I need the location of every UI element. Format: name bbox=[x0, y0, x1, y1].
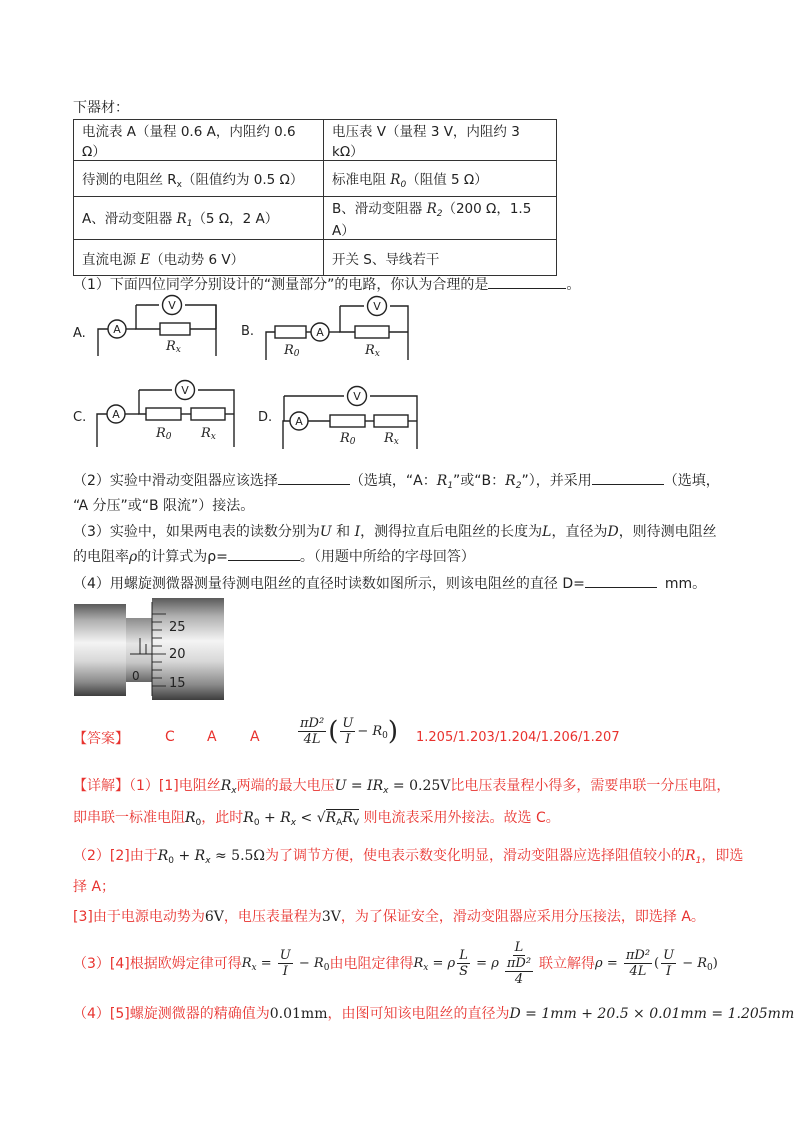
detail-formula: + R bbox=[259, 810, 291, 826]
detail-var: R bbox=[185, 810, 196, 826]
voltmeter-label: V bbox=[373, 300, 381, 313]
q2-sub: 1 bbox=[447, 481, 454, 491]
ammeter-label: A bbox=[295, 415, 303, 428]
detail-formula: R bbox=[325, 810, 337, 826]
detail-formula: + R bbox=[174, 848, 206, 864]
detail-label: 【详解】 bbox=[73, 778, 129, 794]
q2-var: R bbox=[505, 473, 516, 489]
q3-text: 和 bbox=[331, 524, 355, 540]
answer-2: A bbox=[207, 729, 217, 745]
cell-text: 待测的电阻丝 R bbox=[82, 171, 177, 188]
formula-num: πD² bbox=[625, 947, 651, 963]
detail-sub: 0 bbox=[707, 962, 713, 973]
intro-text: 下器材： bbox=[73, 100, 129, 116]
detail-formula: R bbox=[243, 810, 254, 826]
q2-var: R bbox=[436, 473, 448, 489]
table-row bbox=[74, 197, 557, 240]
q2-text: ”），并采用 bbox=[521, 473, 592, 489]
thimble-label-15: 15 bbox=[169, 676, 186, 691]
cell-var: E bbox=[140, 251, 151, 268]
detail-formula: 0.01mm bbox=[269, 1006, 328, 1022]
materials-table bbox=[73, 119, 557, 276]
question-2 bbox=[73, 470, 720, 491]
formula-resistivity bbox=[595, 948, 718, 979]
ammeter-label: A bbox=[112, 408, 120, 421]
answer-1: C bbox=[165, 729, 175, 745]
cell-text: B、滑动变阻器 bbox=[332, 201, 427, 217]
answer-blank-4[interactable] bbox=[228, 546, 300, 561]
formula-den: 4L bbox=[629, 963, 647, 979]
detail-text: （1）[1]电阻丝 bbox=[129, 778, 221, 794]
formula-num: U bbox=[663, 947, 675, 963]
formula-num: L bbox=[514, 939, 524, 955]
cell-sub: 2 bbox=[436, 209, 443, 219]
r0-label: R0 bbox=[284, 343, 300, 359]
detail-text: （2）[2]由于 bbox=[73, 848, 158, 864]
detail-sub: x bbox=[383, 786, 389, 796]
table-cell bbox=[74, 240, 324, 276]
q4-text: mm。 bbox=[664, 576, 707, 592]
detail-text: 由电阻定律得 bbox=[329, 956, 414, 972]
q3-text: （3）实验中，如果两电表的读数分别为 bbox=[73, 524, 320, 540]
detail-formula: = 0.25V bbox=[388, 778, 451, 794]
r0-label: R0 bbox=[156, 426, 172, 442]
question-3 bbox=[73, 521, 717, 541]
question-3-line2 bbox=[73, 546, 475, 566]
detail-formula: = bbox=[256, 955, 276, 971]
ammeter-label: A bbox=[113, 323, 121, 336]
formula-num: U bbox=[342, 716, 354, 731]
detail-formula: 6V bbox=[204, 909, 224, 925]
formula-sub: 0 bbox=[382, 731, 388, 741]
table-row bbox=[74, 161, 557, 197]
formula-num: U bbox=[279, 947, 291, 963]
cell-sub: 1 bbox=[186, 219, 193, 229]
detail-text: ，电压表量程为 bbox=[223, 909, 322, 925]
cell-var: R bbox=[426, 201, 437, 217]
formula-den: S bbox=[459, 963, 469, 979]
detail-sub: x bbox=[231, 786, 237, 796]
detail-text: 联立解得 bbox=[539, 956, 596, 972]
q1-end: 。 bbox=[566, 277, 581, 293]
question-2-line2: “A 分压”或“B 限流”）接法。 bbox=[73, 498, 255, 514]
detail-formula: 3V bbox=[321, 909, 341, 925]
q3-text: 的电阻率 bbox=[73, 549, 129, 565]
ammeter-label: A bbox=[316, 326, 324, 339]
formula-den: 4L bbox=[303, 732, 321, 747]
q3-text: ，则待测电阻丝 bbox=[618, 524, 717, 540]
detail-text: 为了调节方便，使电表示数变化明显，滑动变阻器应选择阻值较小的 bbox=[265, 848, 686, 864]
table-cell bbox=[324, 197, 557, 240]
voltmeter-label: V bbox=[353, 390, 361, 403]
formula-den: 4 bbox=[514, 971, 524, 987]
detail-text: 两端的最大电压 bbox=[236, 778, 335, 794]
cell-sub: 0 bbox=[400, 179, 407, 190]
detail-p1-line2 bbox=[73, 807, 560, 828]
answer-4-formula bbox=[296, 716, 398, 747]
detail-formula: D = 1mm + 20.5 × 0.01mm = 1.205mm bbox=[509, 1006, 795, 1022]
detail-formula: − R bbox=[294, 955, 324, 971]
detail-text: 比电压表量程小得多，需要串联一分压电阻， bbox=[450, 778, 731, 794]
table-cell bbox=[74, 197, 324, 240]
cell-text: （阻值 5 Ω） bbox=[406, 171, 488, 188]
detail-text: ，此时 bbox=[201, 810, 244, 826]
rx-label: Rx bbox=[201, 426, 216, 442]
detail-text: （3）[4]根据欧姆定律可得 bbox=[73, 956, 242, 972]
cell-var: R bbox=[176, 211, 187, 227]
cell-text: （阻值约为 0.5 Ω） bbox=[182, 171, 304, 188]
cell-text: 直流电源 bbox=[82, 251, 141, 268]
detail-formula: ) bbox=[712, 955, 718, 971]
detail-formula: − R bbox=[678, 955, 708, 971]
detail-formula: R bbox=[342, 810, 353, 826]
detail-formula: ≈ 5.5Ω bbox=[210, 848, 266, 864]
q2-sub: 2 bbox=[515, 481, 522, 491]
q2-text: （选填，“A： bbox=[349, 473, 437, 489]
option-b-label: B. bbox=[241, 324, 255, 339]
table-cell bbox=[324, 161, 557, 197]
table-cell bbox=[74, 161, 324, 197]
detail-formula: = ρ bbox=[472, 955, 499, 971]
q3-text: 。（用题中所给的字母回答） bbox=[299, 549, 475, 565]
detail-p4 bbox=[73, 938, 718, 988]
sqrt-body bbox=[326, 809, 359, 826]
q3-text: 的计算式为 bbox=[137, 549, 208, 565]
q3-text: ，测得拉直后电阻丝的长度为 bbox=[360, 524, 543, 540]
detail-text: 则电流表采用外接法。故选 C。 bbox=[363, 810, 560, 826]
detail-sub: A bbox=[336, 818, 343, 828]
detail-p3 bbox=[73, 906, 705, 926]
paren-right: ) bbox=[387, 716, 399, 747]
detail-formula: < √ bbox=[296, 810, 326, 826]
question-1 bbox=[73, 274, 580, 294]
answer-blank-1[interactable] bbox=[488, 274, 566, 289]
q4-text: （4）用螺旋测微器测量待测电阻丝的直径时读数如图所示，则该电阻丝的直径 D= bbox=[73, 576, 585, 592]
detail-sub: V bbox=[352, 818, 360, 828]
detail-sub: x bbox=[251, 962, 257, 973]
detail-p2-line2: 择 A； bbox=[73, 879, 116, 895]
cell-text: （5 Ω，2 A） bbox=[192, 211, 279, 227]
table-cell: 电流表 A（量程 0.6 A，内阻约 0.6 Ω） bbox=[74, 120, 324, 161]
detail-sub: x bbox=[290, 818, 297, 828]
q3-var: L bbox=[542, 524, 552, 540]
detail-text: （4）[5]螺旋测微器的精确值为 bbox=[73, 1006, 270, 1022]
table-row bbox=[74, 120, 557, 161]
table-cell: 开关 S、导线若干 bbox=[324, 240, 557, 276]
option-a-label: A. bbox=[73, 326, 86, 341]
formula-den: I bbox=[282, 963, 288, 979]
detail-p1 bbox=[73, 775, 730, 796]
detail-text: 即串联一标准电阻 bbox=[73, 810, 185, 826]
detail-formula: = ρ bbox=[428, 955, 456, 971]
detail-var: R bbox=[685, 848, 696, 864]
answer-label: 【答案】 bbox=[73, 731, 129, 747]
q3-var: U bbox=[319, 524, 332, 540]
table-cell: 电压表 V（量程 3 V，内阻约 3 kΩ） bbox=[324, 120, 557, 161]
detail-formula: ρ = bbox=[595, 955, 622, 971]
detail-text: ，为了保证安全，滑动变阻器应采用分压接法，即选择 A。 bbox=[340, 909, 705, 925]
sleeve-label-0: 0 bbox=[132, 669, 140, 683]
answer-blank-3[interactable] bbox=[592, 470, 664, 485]
voltmeter-label: V bbox=[168, 299, 176, 312]
thimble-label-20: 20 bbox=[169, 647, 186, 662]
micrometer-figure bbox=[74, 598, 224, 700]
formula-num: πD² bbox=[300, 716, 325, 731]
formula-minus: − R bbox=[357, 724, 383, 739]
option-d-label: D. bbox=[258, 410, 273, 425]
cell-var: R bbox=[390, 171, 401, 188]
detail-formula: ( bbox=[654, 955, 660, 971]
detail-text: [3]由于电源电动势为 bbox=[73, 909, 205, 925]
answer-5: 1.205/1.203/1.204/1.206/1.207 bbox=[416, 730, 620, 745]
q3-var: D bbox=[607, 524, 619, 540]
r0-label: R0 bbox=[340, 431, 356, 447]
q3-var: ρ bbox=[129, 549, 138, 565]
detail-formula: R bbox=[157, 848, 169, 864]
rx-label: Rx bbox=[384, 431, 399, 447]
formula-num: πD² bbox=[506, 955, 532, 971]
cell-sub: x bbox=[176, 179, 182, 190]
q2-text: （2）实验中滑动变阻器应该选择 bbox=[73, 473, 278, 489]
detail-sub: 0 bbox=[195, 818, 202, 828]
formula-den: I bbox=[666, 963, 672, 979]
cell-text: A、滑动变阻器 bbox=[82, 211, 177, 227]
detail-sub: x bbox=[205, 856, 211, 866]
detail-p5 bbox=[73, 1003, 794, 1023]
answer-blank-5[interactable] bbox=[585, 573, 657, 588]
rx-label: Rx bbox=[365, 343, 380, 359]
question-4 bbox=[73, 573, 706, 593]
thimble-label-25: 25 bbox=[169, 620, 186, 635]
detail-formula: R bbox=[413, 955, 424, 971]
detail-sub: 0 bbox=[168, 856, 175, 866]
detail-text: ，由图可知该电阻丝的直径为 bbox=[327, 1006, 510, 1022]
cell-text: （电动势 6 V） bbox=[150, 251, 245, 268]
q1-text: （1）下面四位同学分别设计的“测量部分”的电路，你认为合理的是 bbox=[73, 277, 489, 293]
answer-3: A bbox=[250, 729, 260, 745]
circuit-diagrams bbox=[60, 292, 440, 462]
formula-num: L bbox=[459, 947, 468, 963]
cell-text: 标准电阻 bbox=[332, 171, 391, 188]
detail-p2 bbox=[73, 845, 743, 866]
detail-sub: x bbox=[423, 962, 429, 973]
q2-text: （选填， bbox=[663, 473, 720, 489]
q3-text: ρ= bbox=[207, 549, 228, 565]
q3-var: I bbox=[354, 524, 361, 540]
detail-sub: 0 bbox=[253, 818, 260, 828]
formula-resistance-law bbox=[413, 940, 539, 987]
q2-text: ”或“B： bbox=[453, 473, 506, 489]
detail-formula: R bbox=[241, 955, 252, 971]
formula-ohm bbox=[242, 948, 330, 979]
answer-blank-2[interactable] bbox=[278, 470, 350, 485]
table-row bbox=[74, 240, 557, 276]
detail-sub: 1 bbox=[695, 856, 702, 866]
voltmeter-label: V bbox=[181, 384, 189, 397]
cell-text: （200 Ω，1.5 A） bbox=[332, 201, 532, 239]
formula-den: I bbox=[345, 732, 351, 747]
detail-sub: 0 bbox=[323, 962, 330, 973]
rx-label: Rx bbox=[166, 339, 181, 355]
detail-var: R bbox=[220, 778, 232, 794]
option-c-label: C. bbox=[73, 410, 87, 425]
q3-text: ，直径为 bbox=[551, 524, 608, 540]
detail-formula: U = IR bbox=[334, 778, 384, 794]
detail-text: ，即选 bbox=[701, 848, 744, 864]
paren-left: ( bbox=[328, 716, 339, 747]
